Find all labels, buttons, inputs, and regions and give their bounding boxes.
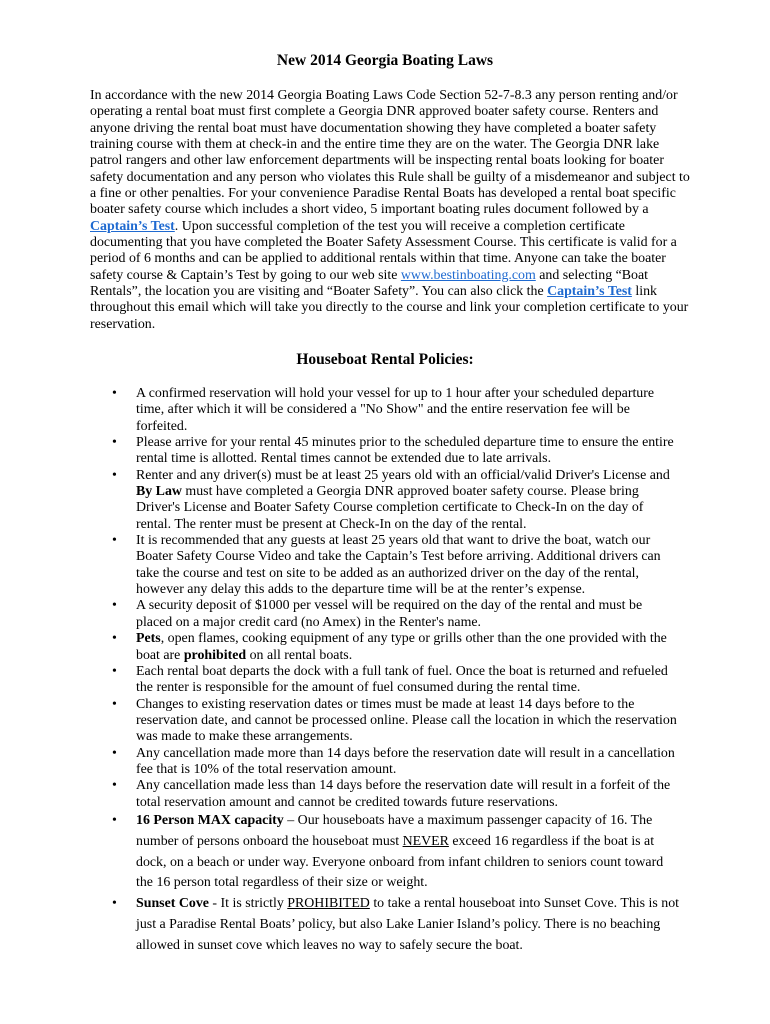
policy-text: exceed 16 regardless if the boat is at dock, on a beach or under way. Everyone onboard from infant children to seniors count toward the 16 person total regardless of their size or weight. [136, 833, 664, 891]
policy-text: to take a rental houseboat into Sunset Cove. This is not just a Paradise Rental Boats’ policy, but also Lake Lanier Island’s policy. There is no beaching allowed in sunset cove which leaves no way to safely secure the boat. [136, 896, 679, 953]
policy-list [136, 386, 681, 957]
policy-item-guest-drivers: • It is recommended that any guests at least 25 years old that want to drive the boat, watch our Boater Safety Course Video and take the Captain’s Test before arriving. Additional drivers can take the course and test on site to be added as an authorized driver on the day of the rental, however any delay this adds to the departure time will be at the renter’s expense. [136, 533, 681, 598]
policy-item-sunset-cove [136, 894, 681, 956]
policy-item-changes: • Changes to existing reservation dates or times must be made at least 14 days before to the reservation date, and cannot be processed online. Please call the location in which the reservation was made to make these arrangements. [136, 697, 681, 746]
policy-underlined-text: NEVER [402, 833, 449, 849]
policy-text: on all rental boats. [246, 647, 353, 663]
captains-test-link-2[interactable]: Captain’s Test [547, 284, 632, 300]
intro-paragraph [90, 88, 690, 333]
policy-bold-text: 16 Person MAX capacity [136, 812, 284, 828]
page-title: New 2014 Georgia Boating Laws [276, 52, 494, 69]
policy-text: , open flames, cooking equipment of any type or grills other than the one provided with the boat are [136, 631, 667, 663]
intro-text-2: . Upon successful completion of the test you will receive a completion certificate documenting that you have completed the Boater Safety Assessment Course. This certificate is valid for a period of 6 months and can be applied to additional rentals within that time. Anyone can take the boater safety course & Captain’s Test by going to our web site [90, 218, 677, 283]
website-link[interactable]: www.bestinboating.com [400, 267, 536, 283]
policy-item-cancel-early: • Any cancellation made more than 14 days before the reservation date will result in a cancellation fee that is 10% of the total reservation amount. [136, 746, 681, 779]
section-heading: Houseboat Rental Policies: [296, 351, 474, 368]
policy-bold-text: prohibited [183, 647, 247, 663]
policy-item-security-deposit: • A security deposit of $1000 per vessel will be required on the day of the rental and must be placed on a major credit card (no Amex) in the Renter's name. [136, 598, 681, 631]
policy-text: – Our houseboats have a maximum passenger capacity of 16. The number of persons onboard the houseboat must [136, 812, 653, 849]
captains-test-link[interactable]: Captain’s Test [90, 218, 175, 234]
policy-text: must have completed a Georgia DNR approved boater safety course. Please bring Driver's License and Boater Safety Course completion certificate to Check-In on the day of rental. The renter must be present at Check-In on the day of the rental. [136, 484, 644, 532]
policy-item-pets [136, 631, 681, 664]
policy-bold-text: Pets [136, 631, 161, 647]
policy-item-fuel: • Each rental boat departs the dock with a full tank of fuel. Once the boat is returned and refueled the renter is responsible for the amount of fuel consumed during the rental time. [136, 664, 681, 697]
policy-item-driver-age [136, 468, 681, 533]
policy-item-max-capacity [136, 811, 681, 894]
policy-item-arrival: • Please arrive for your rental 45 minutes prior to the scheduled departure time to ensure the entire rental time is allotted. Rental times cannot be extended due to late arrivals. [136, 435, 681, 468]
policy-item-no-show: • A confirmed reservation will hold your vessel for up to 1 hour after your scheduled departure time, after which it will be considered a "No Show" and the entire reservation fee will be forfeited. [136, 386, 681, 435]
policy-text: Renter and any driver(s) must be at least 25 years old with an official/valid Driver's License and [136, 467, 670, 483]
policy-underlined-text: PROHIBITED [287, 896, 370, 912]
policy-bold-text: Sunset Cove [136, 896, 209, 912]
intro-text-1: In accordance with the new 2014 Georgia Boating Laws Code Section 52-7-8.3 any person renting and/or operating a rental boat must first complete a Georgia DNR approved boater safety course. Renters and anyone driving the rental boat must have documentation showing they have completed a boater safety training course with them at check-in and the entire time they are on the water. The Georgia DNR lake patrol rangers and other law enforcement departments will be inspecting rental boats looking for boater safety documentation and any person who violates this Rule shall be guilty of a misdemeanor and subject to a fine or other penalties. For your convenience Paradise Rental Boats has developed a rental boat specific boater safety course which includes a short video, 5 important boating rules document followed by a [90, 88, 690, 218]
policy-item-cancel-late: • Any cancellation made less than 14 days before the reservation date will result in a forfeit of the total reservation amount and cannot be credited towards future reservations. [136, 778, 681, 811]
intro-text-4: link throughout this email which will take you directly to the course and link your completion certificate to your reservation. [90, 284, 689, 332]
policy-text: - It is strictly [208, 896, 288, 912]
intro-text-3: and selecting “Boat Rentals”, the location you are visiting and “Boater Safety”. You can also click the [90, 267, 649, 300]
policy-bold-text: By Law [136, 484, 182, 500]
